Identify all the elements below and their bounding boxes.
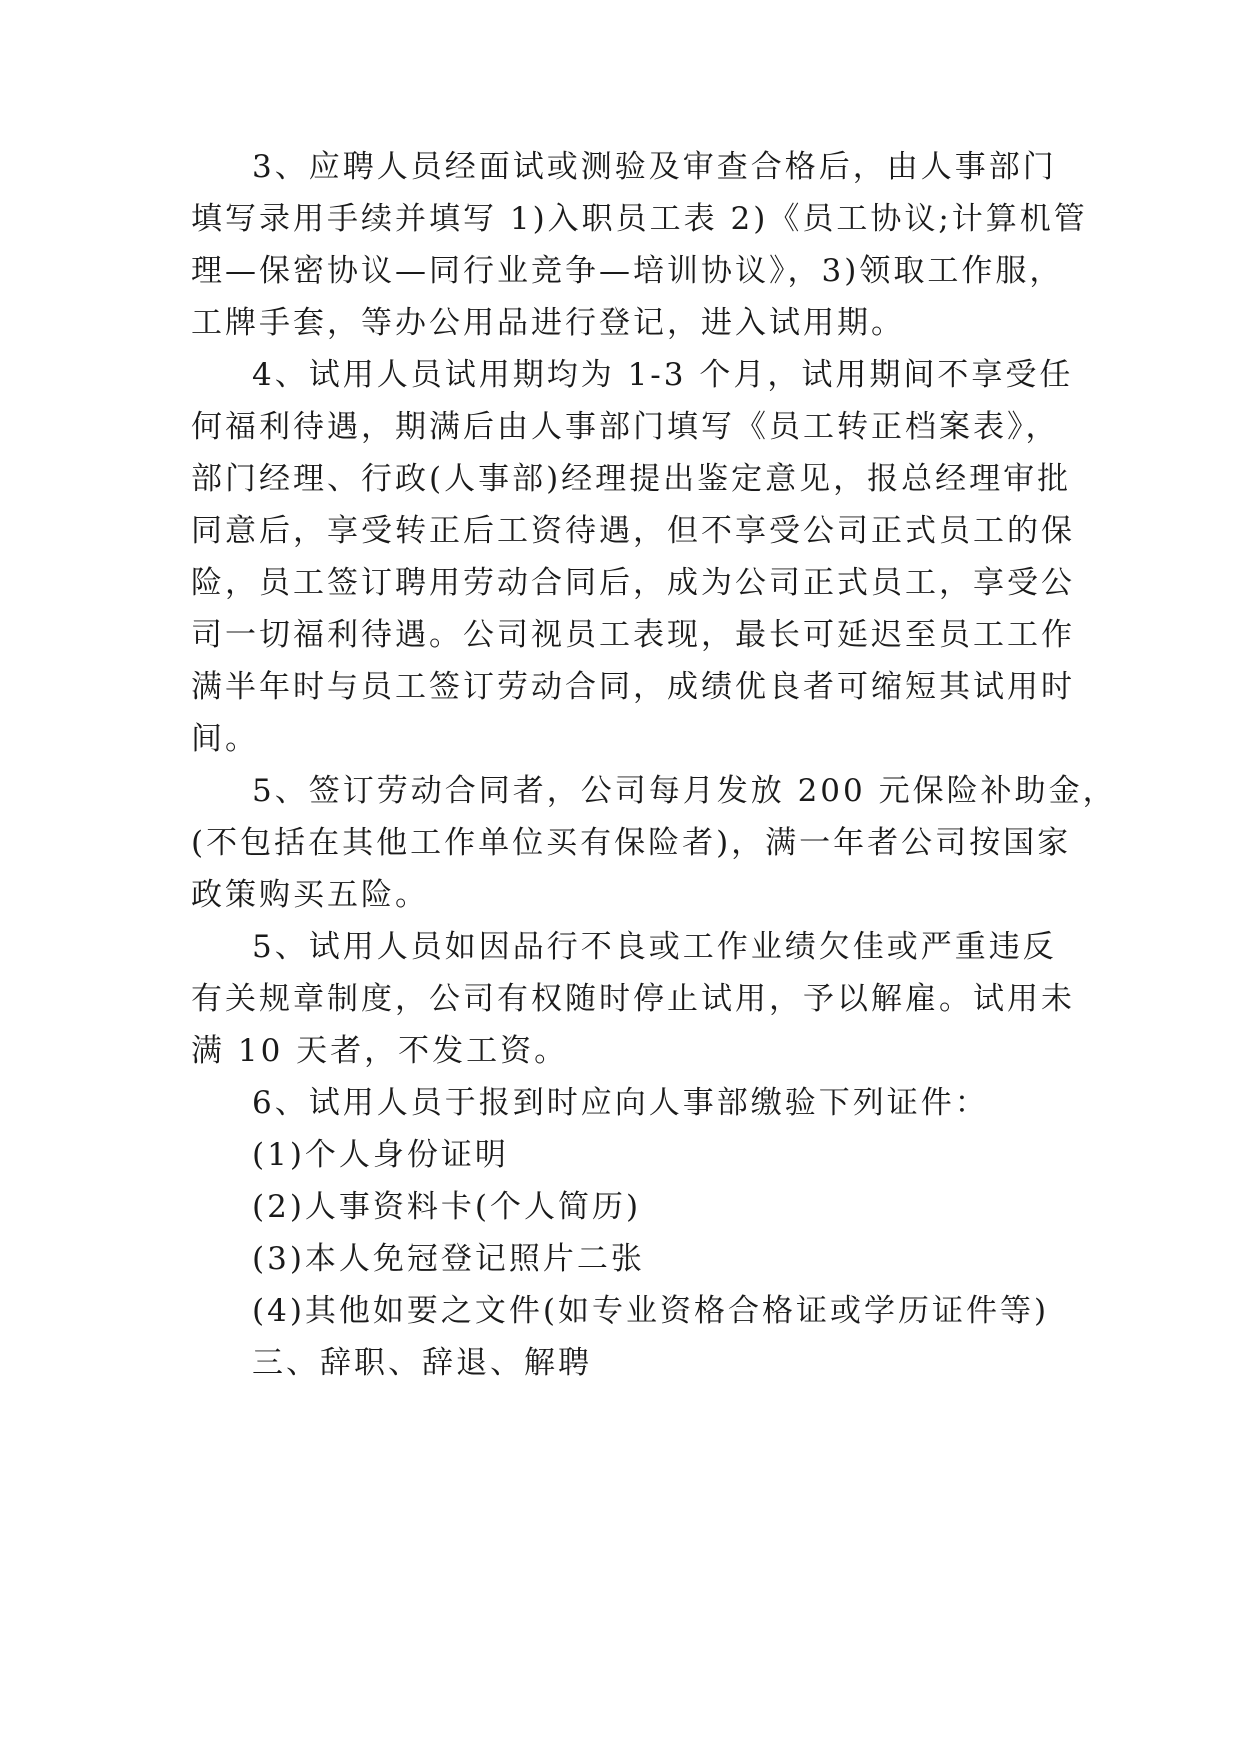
paragraph-line: 理—保密协议—同行业竞争—培训协议》，3)领取工作服， xyxy=(191,253,1064,289)
paragraph-line: 满 10 天者，不发工资。 xyxy=(191,1033,569,1069)
paragraph-line: 险，员工签订聘用劳动合同后，成为公司正式员工，享受公 xyxy=(191,565,1075,601)
paragraph-line: (2)人事资料卡(个人简历) xyxy=(252,1189,642,1225)
section-heading: 三、辞职、辞退、解聘 xyxy=(252,1345,592,1381)
paragraph-line: 部门经理、行政(人事部)经理提出鉴定意见，报总经理审批 xyxy=(191,461,1072,497)
paragraph-line: 同意后，享受转正后工资待遇，但不享受公司正式员工的保 xyxy=(191,513,1075,549)
paragraph-line: 工牌手套，等办公用品进行登记，进入试用期。 xyxy=(191,305,905,341)
paragraph-line: 司一切福利待遇。公司视员工表现，最长可延迟至员工工作 xyxy=(191,617,1075,653)
paragraph-line: 5、试用人员如因品行不良或工作业绩欠佳或严重违反 xyxy=(252,929,1057,965)
paragraph-line: 4、试用人员试用期均为 1-3 个月，试用期间不享受任 xyxy=(252,357,1074,393)
paragraph-line: (3)本人免冠登记照片二张 xyxy=(252,1241,645,1277)
paragraph-line: (4)其他如要之文件(如专业资格合格证或学历证件等) xyxy=(252,1293,1050,1329)
paragraph-line: 间。 xyxy=(191,721,259,757)
paragraph-line: 填写录用手续并填写 1)入职员工表 2)《员工协议;计算机管 xyxy=(191,201,1088,237)
paragraph-line: 3、应聘人员经面试或测验及审查合格后，由人事部门 xyxy=(252,149,1057,185)
paragraph-line: 满半年时与员工签订劳动合同，成绩优良者可缩短其试用时 xyxy=(191,669,1075,705)
paragraph-line: (1)个人身份证明 xyxy=(252,1137,509,1173)
paragraph-line: 有关规章制度，公司有权随时停止试用，予以解雇。试用未 xyxy=(191,981,1075,1017)
paragraph-line: 5、签订劳动合同者，公司每月发放 200 元保险补助金， xyxy=(252,773,1117,809)
paragraph-line: 何福利待遇，期满后由人事部门填写《员工转正档案表》， xyxy=(191,409,1060,445)
paragraph-line: 政策购买五险。 xyxy=(191,877,429,913)
paragraph-line: 6、试用人员于报到时应向人事部缴验下列证件： xyxy=(252,1085,989,1121)
paragraph-line: (不包括在其他工作单位买有保险者)，满一年者公司按国家 xyxy=(191,825,1072,861)
